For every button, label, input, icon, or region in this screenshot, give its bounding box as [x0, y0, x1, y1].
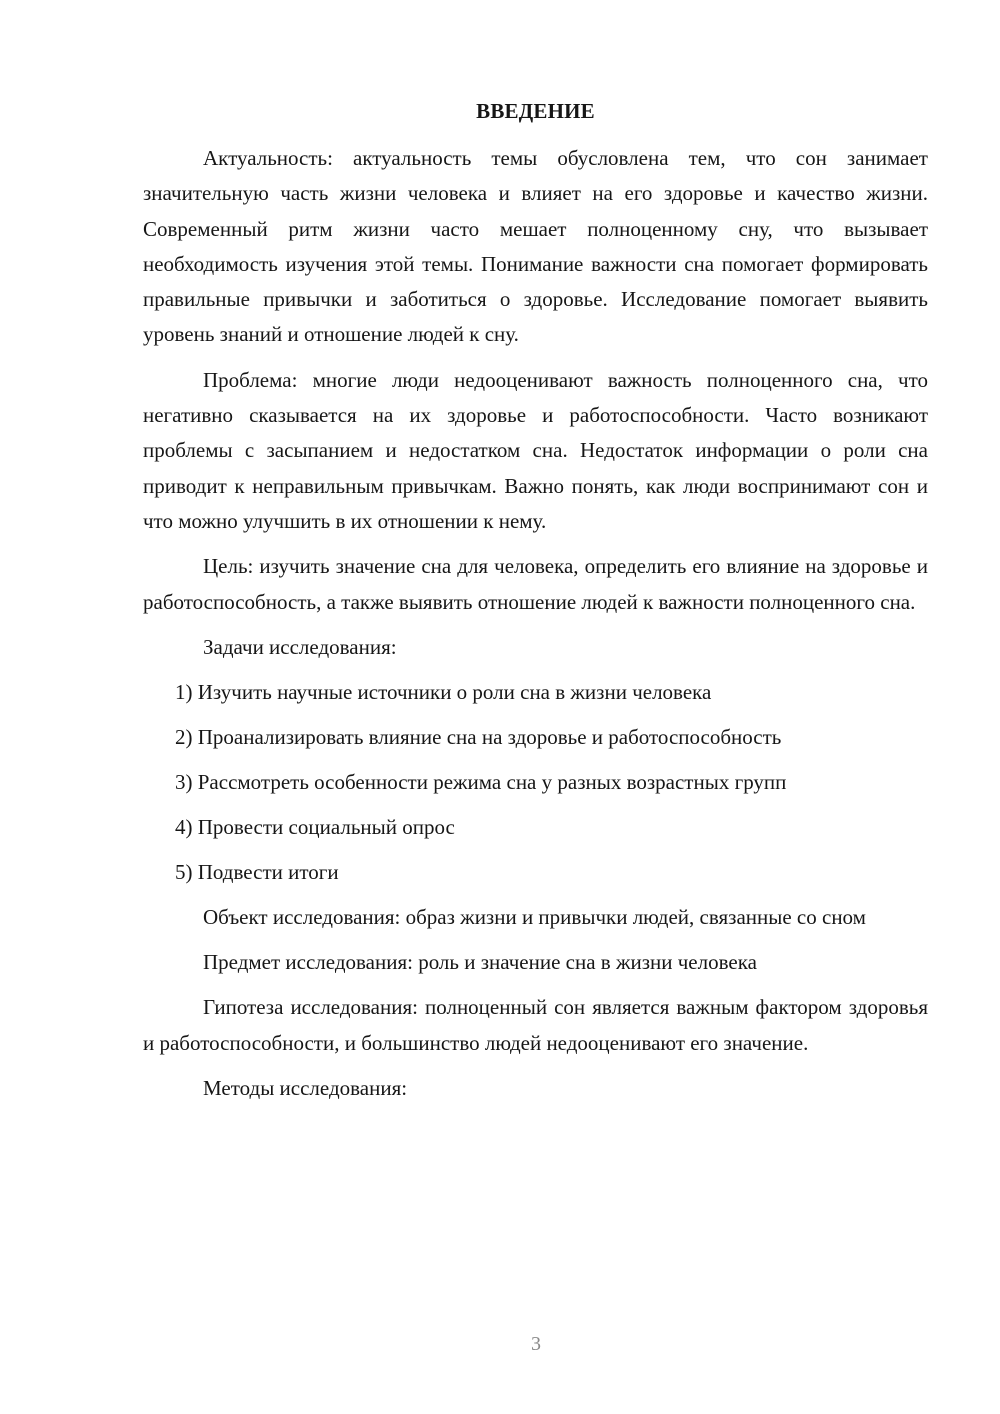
- task-item: 3) Рассмотреть особенности режима сна у разных возрастных групп: [175, 769, 787, 794]
- tasks-list: [143, 675, 928, 890]
- task-item: 5) Подвести итоги: [175, 859, 339, 884]
- task-item: 2) Проанализировать влияние сна на здоровье и работоспособность: [175, 724, 782, 749]
- relevance-paragraph: Актуальность: актуальность темы обусловлена тем, что сон занимает значительную часть жизни человека и влияет на его здоровье и качество жизни. Современный ритм жизни часто мешает полноценному сну, что вызывает необходимость изучения этой темы. Понимание важности сна помогает формировать правильные привычки и заботиться о здоровье. Исследование помогает выявить уровень знаний и отношение людей к сну.: [143, 146, 928, 347]
- task-item: 1) Изучить научные источники о роли сна в жизни человека: [175, 679, 712, 704]
- tasks-heading: Задачи исследования:: [203, 634, 397, 659]
- methods-heading: Методы исследования:: [203, 1076, 408, 1101]
- object-paragraph: Объект исследования: образ жизни и привычки людей, связанные со сном: [203, 904, 866, 929]
- document-page: [143, 94, 928, 1116]
- task-item: 4) Провести социальный опрос: [175, 814, 455, 839]
- page-number: 3: [531, 1333, 541, 1355]
- goal-paragraph: Цель: изучить значение сна для человека, определить его влияние на здоровье и работоспособность, а также выявить отношение людей к важности полноценного сна.: [143, 554, 928, 614]
- subject-paragraph: Предмет исследования: роль и значение сна в жизни человека: [203, 950, 757, 975]
- page-title: ВВЕДЕНИЕ: [476, 99, 595, 123]
- hypothesis-paragraph: Гипотеза исследования: полноценный сон является важным фактором здоровья и работоспособности, и большинство людей недооценивают его значение.: [143, 995, 928, 1055]
- problem-paragraph: Проблема: многие люди недооценивают важность полноценного сна, что негативно сказывается на их здоровье и работоспособности. Часто возникают проблемы с засыпанием и недостатком сна. Недостаток информации о роли сна приводит к неправильным привычкам. Важно понять, как люди воспринимают сон и что можно улучшить в их отношении к нему.: [143, 367, 928, 533]
